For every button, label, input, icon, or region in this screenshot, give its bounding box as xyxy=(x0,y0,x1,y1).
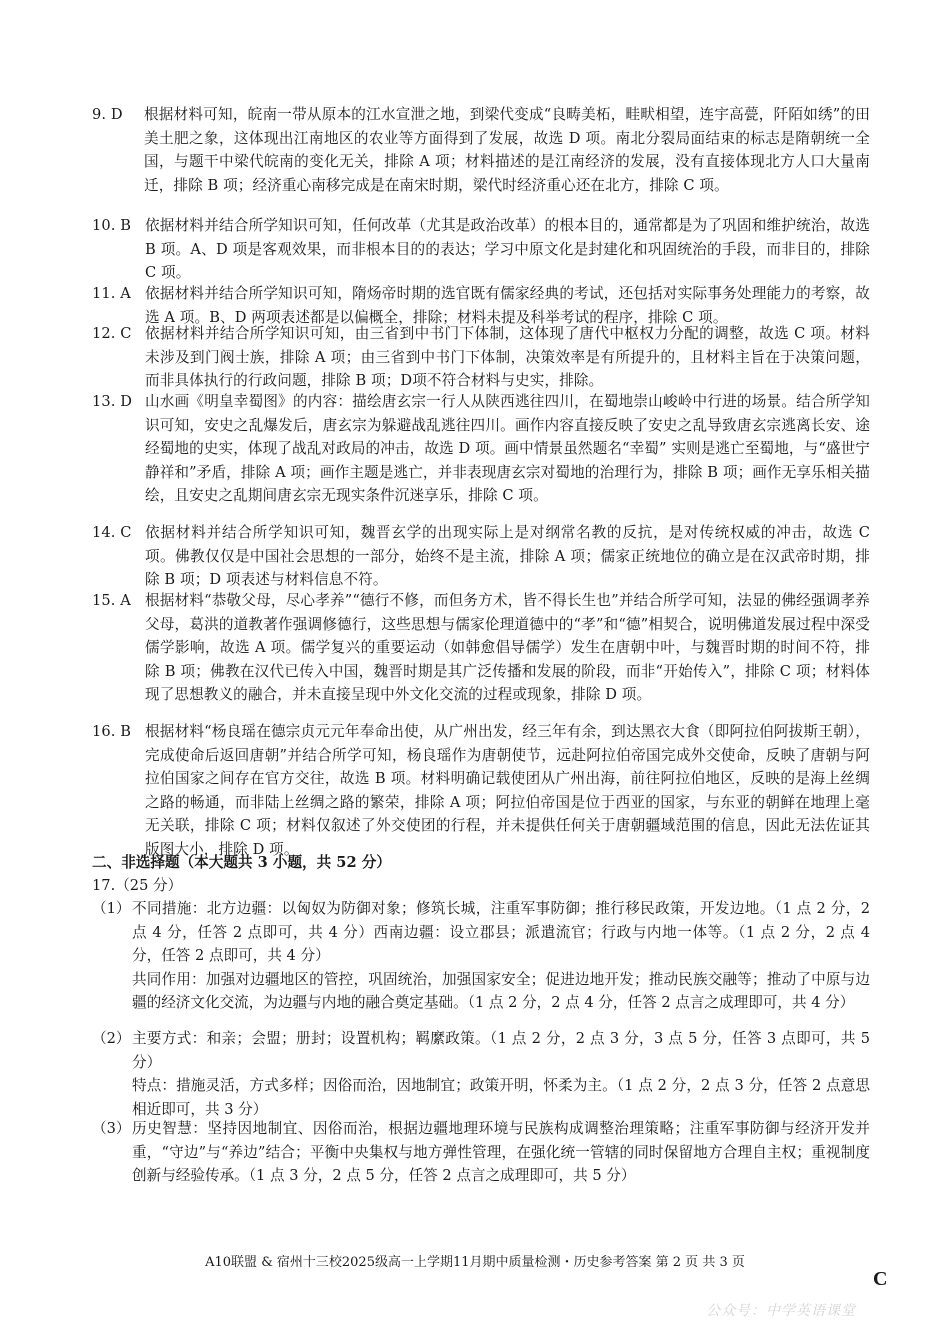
q17-part-1 xyxy=(92,897,870,1015)
part-text-2: 特点：措施灵活，方式多样；因俗而治，因地制宜；政策开明，怀柔为主。（1 点 2 分，2 点 3 分，任答 2 点意思相近即可，共 3 分） xyxy=(132,1077,870,1118)
page-footer: A10联盟 & 宿州十三校2025级高一上学期11月期中质量检测・历史参考答案 第 2 页 共 3 页 xyxy=(205,1255,745,1270)
answer-text: 根据材料“恭敬父母，尽心孝养”“德行不修，而但务方术，皆不得长生也”并结合所学可知，法显的佛经强调孝养父母，葛洪的道教著作强调修德行，这些思想与儒家伦理道德中的“孝”和“德”相契合，说明佛道发展过程中深受儒学影响，故选 A 项。儒学复兴的重要运动（如韩愈倡导儒学）发生在唐朝中叶，与魏晋时期的时间不符，排除 B 项；佛教在汉代已传入中国，魏晋时期是其广泛传播和发展的阶段，而非“开始传入”，排除 C 项；材料体现了思想教义的融合，并未直接呈现中外文化交流的过程或现象，排除 D 项。 xyxy=(145,592,870,704)
part-text: 主要方式：和亲；会盟；册封；设置机构；羁縻政策。（1 点 2 分，2 点 3 分，3 点 5 分，任答 3 点即可，共 5 分） xyxy=(132,1030,870,1071)
answer-text: 根据材料可知，皖南一带从原本的江水宣泄之地，到梁代变成“良畴美柘，畦畎相望，连宇高甍，阡陌如绣”的田美土肥之象，这体现出江南地区的农业等方面得到了发展，故选 D 项。南北分裂局面结束的标志是隋朝统一全国，与题干中梁代皖南的变化无关，排除 A 项；材料描述的是江南经济的发展，没有直接体现北方人口大量南迁，排除 B 项；经济重心南移完成是在南宋时期，梁代时经济重心还在北方，排除 C 项。 xyxy=(144,106,870,194)
answer-item-16 xyxy=(92,720,870,862)
answer-number: 16. B xyxy=(92,723,132,740)
q17-part-3 xyxy=(92,1117,870,1188)
q17-part-2 xyxy=(92,1027,870,1121)
answer-item-13 xyxy=(92,390,870,508)
answer-item-14 xyxy=(92,521,870,592)
part-text: 不同措施：北方边疆：以匈奴为防御对象；修筑长城，注重军事防御；推行移民政策，开发边地。（1 点 2 分，2 点 4 分，任答 2 点即可，共 4 分）西南边疆：设立郡县；派遣流官；行政与内地一体等。（1 点 2 分，2 点 4 分，任答 2 点即可，共 4 分） xyxy=(132,900,870,965)
part-label: （2） xyxy=(92,1030,131,1047)
answer-number: 15. A xyxy=(92,592,131,609)
answer-text: 依据材料并结合所学知识可知，由三省到中书门下体制，这体现了唐代中枢权力分配的调整，故选 C 项。材料未涉及到门阀士族，排除 A 项；由三省到中书门下体制，决策效率是有所提升的，且材料主旨在于决策问题，而非具体执行的行政问题，排除 B 项；D项不符合材料与史实，排除。 xyxy=(145,325,870,390)
answer-number: 9. D xyxy=(92,106,123,123)
answer-text: 依据材料并结合所学知识可知，魏晋玄学的出现实际上是对纲常名教的反抗，是对传统权威的冲击，故选 C 项。佛教仅仅是中国社会思想的一部分，始终不是主流，排除 A 项；儒家正统地位的确立是在汉武帝时期，排除 B 项；D 项表述与材料信息不符。 xyxy=(145,524,870,589)
answer-item-9 xyxy=(92,103,870,197)
answer-number: 11. A xyxy=(92,285,131,302)
question-17-header: 17.（25 分） xyxy=(92,877,183,894)
answer-item-10 xyxy=(92,214,870,285)
part-text-2: 共同作用：加强对边疆地区的管控，巩固统治，加强国家安全；促进边地开发；推动民族交融等；推动了中原与边疆的经济文化交流，为边疆与内地的融合奠定基础。（1 点 2 分，2 点 4 分，任答 2 点言之成理即可，共 4 分） xyxy=(132,970,870,1012)
answer-text: 依据材料并结合所学知识可知，隋炀帝时期的选官既有儒家经典的考试，还包括对实际事务处理能力的考察，故选 A 项。B、D 两项表述都是以偏概全，排除；材料未提及科举考试的程序，排除 C 项。 xyxy=(145,285,870,326)
answer-item-12 xyxy=(92,322,870,393)
corner-mark: C xyxy=(873,1268,888,1290)
answer-number: 14. C xyxy=(92,524,132,541)
part-label: （3） xyxy=(92,1120,131,1137)
section-heading: 二、非选择题（本大题共 3 小题，共 52 分） xyxy=(92,854,391,871)
answer-number: 10. B xyxy=(92,217,132,234)
answer-item-15 xyxy=(92,589,870,707)
answer-number: 13. D xyxy=(92,393,133,410)
answer-text: 根据材料“杨良瑶在德宗贞元元年奉命出使，从广州出发，经三年有余，到达黑衣大食（即阿拉伯阿拔斯王朝），完成使命后返回唐朝”并结合所学可知，杨良瑶作为唐朝使节，远赴阿拉伯帝国完成外交使命，反映了唐朝与阿拉伯国家之间存在官方交往，故选 B 项。材料明确记载使团从广州出海，前往阿拉伯地区，反映的是海上丝绸之路的畅通，而非陆上丝绸之路的繁荣，排除 A 项；阿拉伯帝国是位于西亚的国家，与东亚的朝鲜在地理上毫无关联，排除 C 项；材料仅叙述了外交使团的行程，并未提供任何关于唐朝疆域范围的信息，因此无法佐证其版图大小，排除 D 项。 xyxy=(145,723,870,858)
answer-text: 山水画《明皇幸蜀图》的内容：描绘唐玄宗一行人从陕西逃往四川，在蜀地崇山峻岭中行进的场景。结合所学知识可知，安史之乱爆发后，唐玄宗为躲避战乱逃往四川。画作内容直接反映了安史之乱导致唐玄宗逃离长安、途经蜀地的史实，体现了战乱对政局的冲击，故选 D 项。画中情景虽然题名“幸蜀” 实则是逃亡至蜀地，与“盛世宁静祥和”矛盾，排除 A 项；画作主题是逃亡，并非表现唐玄宗对蜀地的治理行为，排除 B 项；画作无享乐相关描绘，且安史之乱期间唐玄宗无现实条件沉迷享乐，排除 C 项。 xyxy=(145,393,870,505)
part-text: 历史智慧：坚持因地制宜、因俗而治，根据边疆地理环境与民族构成调整治理策略；注重军事防御与经济开发并重，“守边”与“养边”结合；平衡中央集权与地方弹性管理，在强化统一管辖的同时保留地方合理自主权；重视制度创新与经验传承。（1 点 3 分，2 点 5 分，任答 2 点言之成理即可，共 5 分） xyxy=(132,1120,870,1185)
watermark: 公众号：中学英语课堂 xyxy=(706,1303,856,1319)
answer-number: 12. C xyxy=(92,325,132,342)
part-label: （1） xyxy=(92,900,131,917)
answer-text: 依据材料并结合所学知识可知，任何改革（尤其是政治改革）的根本目的，通常都是为了巩固和维护统治，故选 B 项。A、D 项是客观效果，而非根本目的的表达；学习中原文化是封建化和巩固统治的手段，而非目的，排除 C 项。 xyxy=(145,217,870,282)
